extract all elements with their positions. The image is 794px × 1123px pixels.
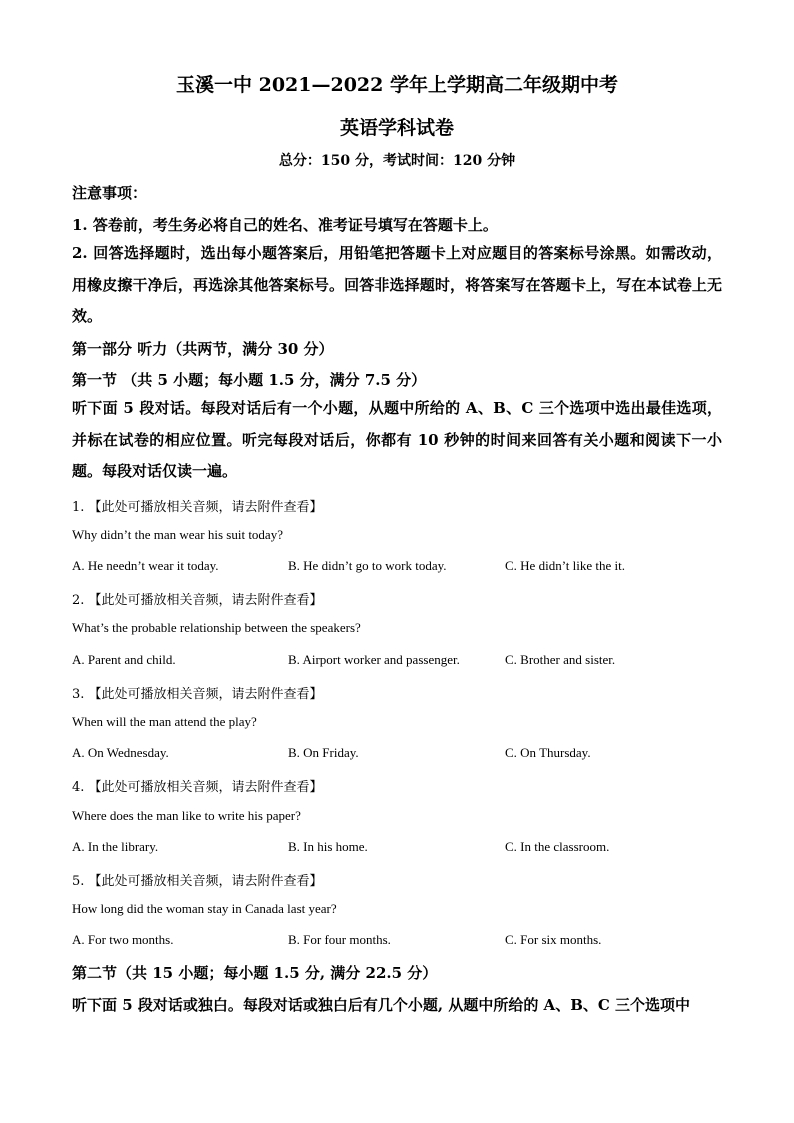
subject-title: 英语学科试卷 [339, 117, 454, 139]
notes-item-1: 1. 答卷前，考生务必将自己的姓名、准考证号填写在答题卡上。 [72, 216, 498, 234]
q1-option-a: A. He needn’t wear it today. [72, 558, 219, 573]
q1-option-c: C. He didn’t like the it. [505, 558, 625, 573]
exam-title: 玉溪一中 2021—2022 学年上学期高二年级期中考 [176, 74, 618, 96]
section1-instructions: 听下面 5 段对话。每段对话后有一个小题，从题中所给的 A、B、C 三个选项中选出最佳选项，并标在试卷的相应位置。听完每段对话后，你都有 10 秒钟的时间来回答有关小题和阅读下一小题。每段对话仅读一遍。 [72, 399, 722, 480]
audio-link-q1[interactable]: 1. 【此处可播放相关音频，请去附件查看】 [72, 500, 323, 515]
question-5-text: How long did the woman stay in Canada last year? [72, 901, 337, 916]
part1-heading: 第一部分 听力（共两节，满分 30 分） [72, 340, 334, 358]
q4-option-a: A. In the library. [72, 839, 159, 854]
q4-option-b: B. In his home. [288, 839, 368, 854]
section2-instructions: 听下面 5 段对话或独白。每段对话或独白后有几个小题, 从题中所给的 A、B、C 三个选项中 [72, 996, 691, 1014]
question-3-text: When will the man attend the play? [72, 714, 257, 729]
score-time-info: 总分：150 分，考试时间：120 分钟 [278, 153, 516, 169]
q3-option-c: C. On Thursday. [505, 745, 591, 760]
q1-option-b: B. He didn’t go to work today. [288, 558, 447, 573]
section1-heading: 第一节 （共 5 小题；每小题 1.5 分，满分 7.5 分） [72, 371, 427, 389]
audio-link-q4[interactable]: 4. 【此处可播放相关音频，请去附件查看】 [72, 780, 323, 795]
audio-link-q3[interactable]: 3. 【此处可播放相关音频，请去附件查看】 [72, 687, 323, 702]
q3-option-a: A. On Wednesday. [72, 745, 169, 760]
notes-item-2: 2. 回答选择题时，选出每小题答案后，用铅笔把答题卡上对应题目的答案标号涂黑。如需改动，用橡皮擦干净后，再选涂其他答案标号。回答非选择题时，将答案写在答题卡上，写在本试卷上无效。 [72, 244, 722, 325]
q5-option-c: C. For six months. [505, 932, 602, 947]
question-4-text: Where does the man like to write his paper? [72, 808, 301, 823]
question-1-text: Why didn’t the man wear his suit today? [72, 527, 283, 542]
question-2-text: What’s the probable relationship between the speakers? [72, 620, 361, 635]
audio-link-q2[interactable]: 2. 【此处可播放相关音频，请去附件查看】 [72, 593, 323, 608]
q4-option-c: C. In the classroom. [505, 839, 610, 854]
q2-option-b: B. Airport worker and passenger. [288, 652, 460, 667]
audio-link-q5[interactable]: 5. 【此处可播放相关音频，请去附件查看】 [72, 874, 323, 889]
q5-option-a: A. For two months. [72, 932, 174, 947]
q2-option-a: A. Parent and child. [72, 652, 176, 667]
q3-option-b: B. On Friday. [288, 745, 359, 760]
q5-option-b: B. For four months. [288, 932, 391, 947]
notes-heading: 注意事项： [72, 184, 148, 202]
q2-option-c: C. Brother and sister. [505, 652, 616, 667]
section2-heading: 第二节（共 15 小题；每小题 1.5 分, 满分 22.5 分） [72, 964, 438, 982]
